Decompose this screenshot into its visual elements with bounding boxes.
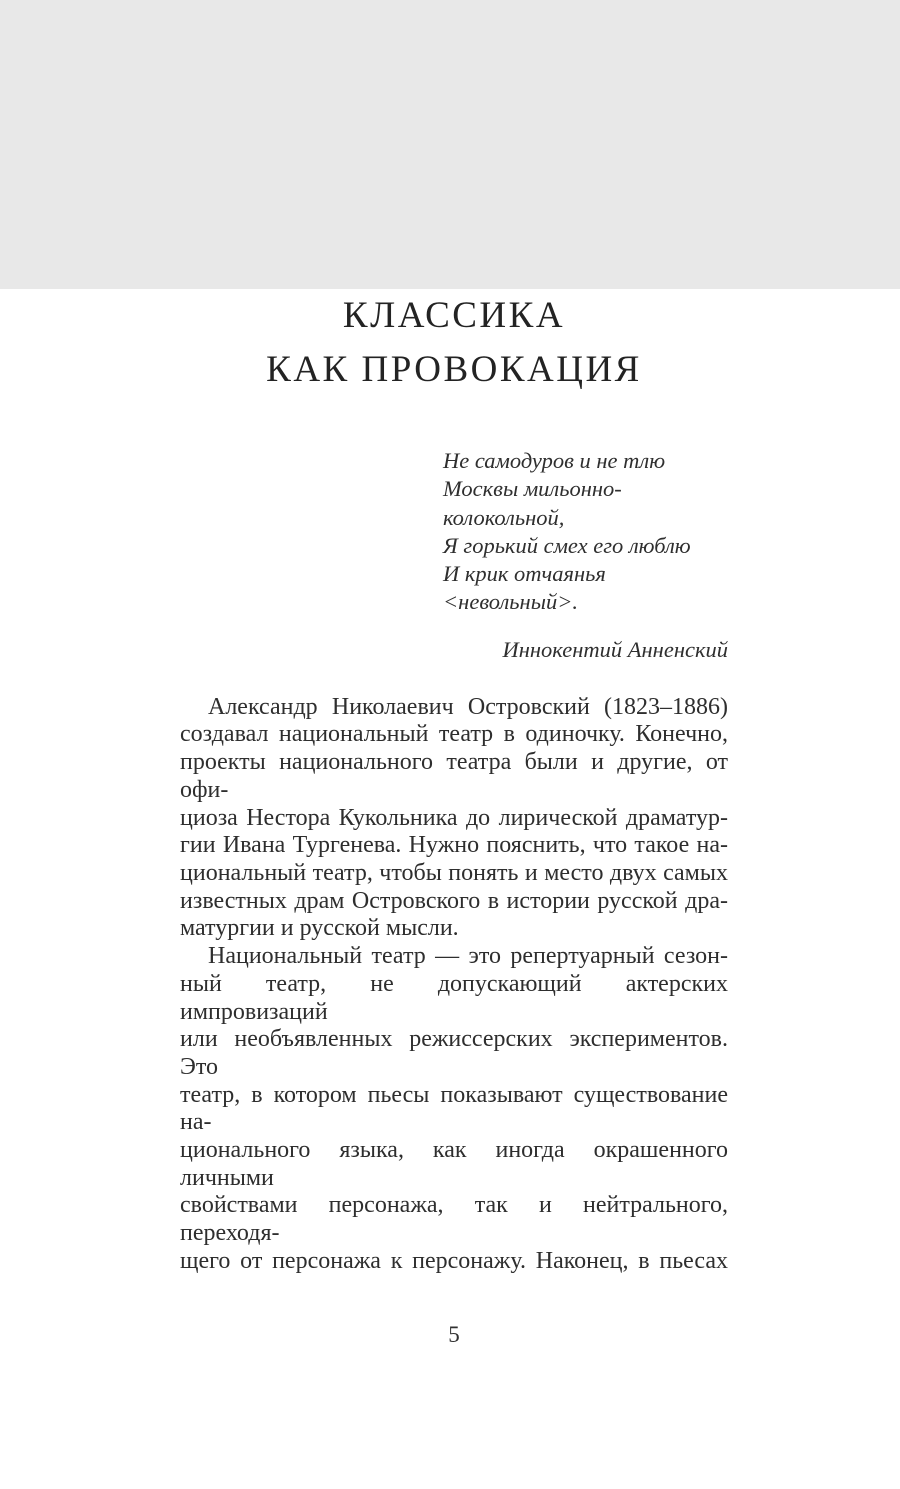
text-line: циональный театр, чтобы понять и место двух самых: [180, 860, 728, 886]
text-line: известных драм Островского в истории русской дра-: [180, 887, 728, 914]
epigraph-line: И крик отчаянья <невольный>.: [443, 561, 606, 615]
text-line: театр, в котором пьесы показывают существование на-: [180, 1081, 728, 1136]
text-line: матургии и русской мысли.: [180, 915, 459, 942]
text-column: [0, 289, 900, 1348]
text-line: Александр Николаевич Островский (1823–1886): [208, 693, 728, 720]
page-number: 5: [448, 1321, 460, 1347]
chapter-title: [180, 289, 728, 397]
epigraph-line: Москвы мильонно-колокольной,: [443, 476, 622, 530]
text-line: циоза Нестора Кукольника до лирической драматур-: [180, 804, 728, 831]
text-line: гии Ивана Тургенева. Нужно пояснить, что такое на-: [180, 832, 728, 859]
epigraph: [443, 447, 728, 617]
text-line: Национальный театр — это репертуарный сезон-: [208, 943, 728, 970]
epigraph-line: Я горький смех его люблю: [443, 532, 691, 558]
text-line: ный театр, не допускающий актерских импровизаций: [180, 970, 728, 1025]
chapter-title-line: КАК ПРОВОКАЦИЯ: [266, 349, 642, 390]
text-line: создавал национальный театр в одиночку. Конечно,: [180, 721, 728, 748]
book-page: [0, 289, 900, 1489]
text-line: свойствами персонажа, так и нейтрального, переходя-: [180, 1192, 728, 1247]
chapter-title-line: КЛАССИКА: [342, 295, 566, 336]
text-line: щего от персонажа к персонажу. Наконец, в пьесах: [180, 1247, 728, 1274]
paragraph: [180, 943, 728, 1275]
text-line: ционального языка, как иногда окрашенного личными: [180, 1137, 728, 1191]
text-line: проекты национального театра были и другие, от офи-: [180, 749, 728, 803]
text-line: или необъявленных режиссерских экспериментов. Это: [180, 1026, 728, 1080]
body-text: [180, 694, 728, 1276]
paragraph: [180, 694, 728, 943]
epigraph-attribution: Иннокентий Анненский: [502, 636, 728, 662]
epigraph-line: Не самодуров и не тлю: [443, 448, 666, 473]
